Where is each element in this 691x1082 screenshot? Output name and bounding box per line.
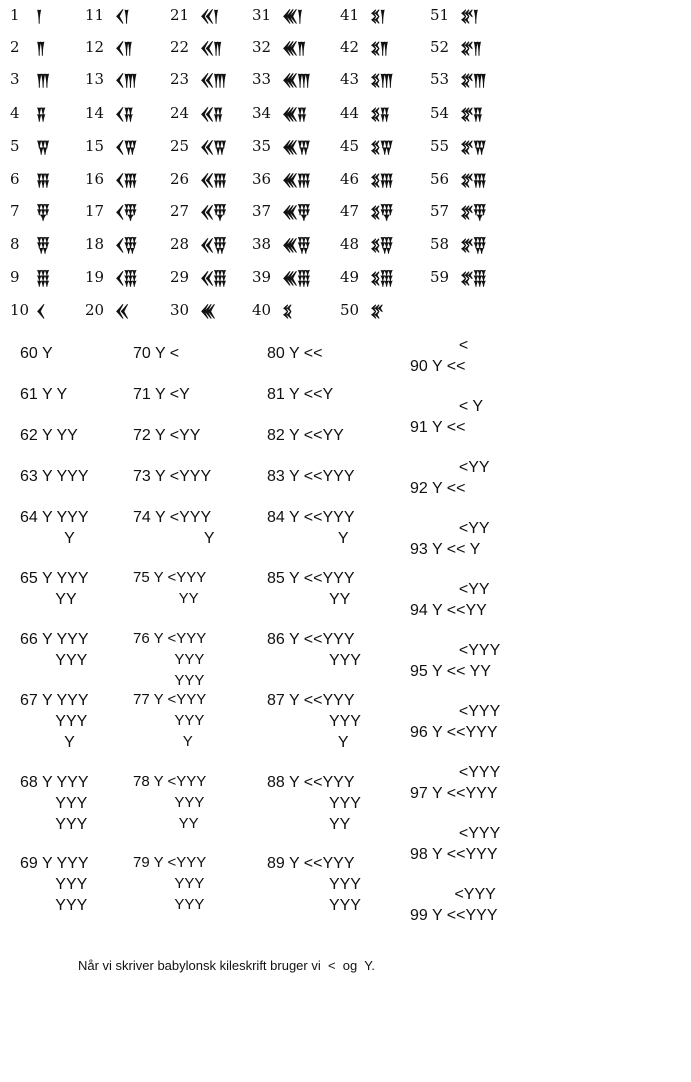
numeral-label: 1 — [10, 6, 20, 24]
text-numeral-line: 61 Y Y — [20, 386, 68, 403]
text-numeral-line: 91 Y << — [410, 419, 466, 436]
text-numeral-line: <YYY — [410, 825, 501, 842]
cuneiform-glyph: 𒌋𒁹 — [115, 6, 129, 26]
cuneiform-glyph: 𒐐𒐈 — [460, 70, 486, 90]
text-numeral-line: 75 Y <YYY — [133, 569, 207, 586]
cuneiform-glyph: 𒌍𒐈 — [282, 70, 310, 90]
cuneiform-glyph: 𒐐 — [370, 301, 383, 321]
text-numeral-cell — [20, 384, 67, 405]
cuneiform-glyph: 𒎙𒐊 — [200, 137, 226, 157]
text-numeral-line: 83 Y <<YYY — [267, 468, 355, 485]
text-numeral-line: YY — [133, 815, 199, 832]
text-numeral-line: 90 Y << — [410, 358, 466, 375]
text-numeral-line: 84 Y <<YYY — [267, 509, 355, 526]
text-numeral-cell — [20, 690, 89, 753]
cuneiform-cell — [170, 297, 215, 323]
text-numeral-cell — [133, 507, 215, 549]
text-numeral-line: Y — [20, 530, 75, 547]
text-numeral-line: 95 Y << YY — [410, 663, 491, 680]
text-numeral-line: YYY — [133, 712, 205, 729]
text-numeral-cell — [133, 343, 179, 364]
text-numeral-line: <YYY — [410, 642, 501, 659]
text-numeral-cell — [267, 507, 354, 549]
cuneiform-cell — [10, 34, 44, 60]
numeral-label: 30 — [170, 301, 190, 319]
cuneiform-glyph: 𒌍𒑆 — [282, 268, 310, 288]
numeral-label: 53 — [430, 70, 450, 88]
cuneiform-glyph: 𒌋𒐈 — [115, 70, 137, 90]
cuneiform-glyph: 𒎙𒑄 — [200, 235, 226, 255]
text-numeral-cell — [267, 425, 344, 446]
cuneiform-glyph: 𒐏𒐉 — [370, 104, 389, 124]
cuneiform-glyph: 𒐐𒑂 — [460, 202, 486, 222]
cuneiform-cell — [252, 198, 310, 224]
footer-note: Når vi skriver babylonsk kileskrift bruger vi < og Y. — [78, 958, 375, 973]
numeral-label: 13 — [85, 70, 105, 88]
cuneiform-glyph: 𒌍𒑄 — [282, 235, 310, 255]
numeral-label: 10 — [10, 301, 30, 319]
text-numeral-line: YYY — [20, 652, 88, 669]
numeral-label: 57 — [430, 202, 450, 220]
cuneiform-cell — [252, 133, 310, 159]
cuneiform-cell — [85, 264, 136, 290]
text-numeral-line: YY — [20, 591, 77, 608]
numeral-label: 55 — [430, 137, 450, 155]
cuneiform-cell — [340, 100, 389, 126]
cuneiform-cell — [430, 2, 478, 28]
cuneiform-glyph: 𒌍𒑂 — [282, 202, 310, 222]
text-numeral-cell — [133, 853, 206, 916]
cuneiform-cell — [430, 100, 482, 126]
text-numeral-line: 64 Y YYY — [20, 509, 89, 526]
numeral-label: 40 — [252, 301, 272, 319]
text-numeral-line: YYY — [20, 795, 88, 812]
numeral-label: 54 — [430, 104, 450, 122]
text-numeral-line: 65 Y YYY — [20, 570, 89, 587]
cuneiform-glyph: 𒌍𒐋 — [282, 170, 310, 190]
text-numeral-line: 87 Y <<YYY — [267, 692, 355, 709]
cuneiform-cell — [10, 166, 49, 192]
text-numeral-cell — [410, 640, 500, 682]
cuneiform-cell — [340, 2, 385, 28]
cuneiform-cell — [252, 166, 310, 192]
cuneiform-glyph: 𒑆 — [36, 268, 49, 288]
text-numeral-cell — [410, 884, 497, 926]
numeral-label: 41 — [340, 6, 360, 24]
numeral-label: 47 — [340, 202, 360, 220]
cuneiform-glyph: 𒌍 — [200, 301, 215, 321]
cuneiform-cell — [170, 264, 226, 290]
text-numeral-cell — [267, 568, 354, 610]
text-numeral-line: YYY — [20, 816, 88, 833]
numeral-label: 23 — [170, 70, 190, 88]
cuneiform-cell — [340, 34, 388, 60]
numeral-label: 46 — [340, 170, 360, 188]
text-numeral-line: 69 Y YYY — [20, 855, 89, 872]
numeral-label: 5 — [10, 137, 20, 155]
text-numeral-line: 74 Y <YYY — [133, 509, 212, 526]
text-numeral-line: 60 Y — [20, 345, 53, 362]
text-numeral-cell — [20, 629, 89, 671]
numeral-label: 32 — [252, 38, 272, 56]
cuneiform-cell — [10, 231, 49, 257]
text-numeral-line: 72 Y <YY — [133, 427, 201, 444]
text-numeral-line: YYY — [20, 897, 88, 914]
cuneiform-cell — [10, 133, 49, 159]
cuneiform-glyph: 𒐏𒑄 — [370, 235, 393, 255]
cuneiform-cell — [340, 198, 392, 224]
cuneiform-glyph: 𒌋𒈫 — [115, 38, 132, 58]
numeral-label: 37 — [252, 202, 272, 220]
text-numeral-line: 66 Y YYY — [20, 631, 89, 648]
text-numeral-line: 88 Y <<YYY — [267, 774, 355, 791]
text-numeral-line: 97 Y <<YYY — [410, 785, 498, 802]
cuneiform-cell — [10, 264, 49, 290]
cuneiform-cell — [170, 198, 226, 224]
cuneiform-glyph: 𒐐𒐋 — [460, 170, 486, 190]
cuneiform-glyph: 𒐐𒑆 — [460, 268, 486, 288]
text-numeral-cell — [133, 384, 190, 405]
text-numeral-cell — [410, 579, 490, 621]
text-numeral-cell — [20, 425, 78, 446]
numeral-label: 24 — [170, 104, 190, 122]
text-numeral-line: 67 Y YYY — [20, 692, 89, 709]
cuneiform-cell — [85, 231, 136, 257]
cuneiform-glyph: 𒌋𒐋 — [115, 170, 137, 190]
cuneiform-cell — [430, 198, 486, 224]
text-numeral-cell — [20, 853, 89, 916]
cuneiform-glyph: 𒁹 — [36, 6, 42, 26]
text-numeral-line: 68 Y YYY — [20, 774, 89, 791]
text-numeral-cell — [133, 629, 206, 692]
text-numeral-line: 82 Y <<YY — [267, 427, 344, 444]
numeral-label: 22 — [170, 38, 190, 56]
cuneiform-cell — [85, 2, 129, 28]
text-numeral-line: <YYY — [410, 886, 496, 903]
cuneiform-cell — [430, 66, 486, 92]
text-numeral-line: YYY — [267, 713, 361, 730]
cuneiform-glyph: 𒎙𒐈 — [200, 70, 226, 90]
numeral-label: 34 — [252, 104, 272, 122]
text-numeral-line: YYY — [133, 794, 205, 811]
text-numeral-cell — [267, 466, 354, 487]
cuneiform-glyph: 𒐏𒐋 — [370, 170, 393, 190]
cuneiform-glyph: 𒌋𒑆 — [115, 268, 137, 288]
text-numeral-line: Y — [133, 530, 215, 547]
cuneiform-cell — [85, 100, 133, 126]
numeral-label: 12 — [85, 38, 105, 56]
numeral-label: 8 — [10, 235, 20, 253]
text-numeral-line: 92 Y << — [410, 480, 466, 497]
cuneiform-cell — [340, 264, 392, 290]
text-numeral-line: 80 Y << — [267, 345, 323, 362]
cuneiform-cell — [430, 231, 486, 257]
text-numeral-line: 96 Y <<YYY — [410, 724, 498, 741]
numeral-label: 6 — [10, 170, 20, 188]
numeral-label: 43 — [340, 70, 360, 88]
cuneiform-glyph: 𒌍𒈫 — [282, 38, 306, 58]
cuneiform-cell — [10, 2, 41, 28]
numeral-label: 52 — [430, 38, 450, 56]
cuneiform-cell — [340, 66, 392, 92]
text-numeral-line: 71 Y <Y — [133, 386, 190, 403]
cuneiform-cell — [252, 66, 310, 92]
text-numeral-line: Y — [267, 530, 349, 547]
text-numeral-cell — [20, 568, 89, 610]
cuneiform-cell — [85, 166, 136, 192]
numeral-label: 17 — [85, 202, 105, 220]
text-numeral-cell — [410, 823, 500, 865]
text-numeral-line: < Y — [410, 398, 484, 415]
cuneiform-glyph: 𒑄 — [36, 235, 49, 255]
cuneiform-cell — [170, 166, 226, 192]
text-numeral-line: YYY — [133, 896, 205, 913]
cuneiform-glyph: 𒐏𒐈 — [370, 70, 393, 90]
cuneiform-cell — [170, 231, 226, 257]
cuneiform-cell — [170, 2, 218, 28]
text-numeral-cell — [20, 466, 89, 487]
cuneiform-cell — [252, 231, 310, 257]
cuneiform-cell — [10, 100, 45, 126]
numeral-label: 18 — [85, 235, 105, 253]
numeral-label: 28 — [170, 235, 190, 253]
text-numeral-cell — [267, 690, 361, 753]
numeral-label: 3 — [10, 70, 20, 88]
numeral-label: 21 — [170, 6, 190, 24]
cuneiform-cell — [170, 100, 222, 126]
numeral-label: 51 — [430, 6, 450, 24]
numeral-label: 9 — [10, 268, 20, 286]
numeral-label: 35 — [252, 137, 272, 155]
cuneiform-glyph: 𒌋 — [36, 301, 45, 321]
cuneiform-glyph: 𒌋𒐊 — [115, 137, 137, 157]
cuneiform-glyph: 𒎙𒑂 — [200, 202, 226, 222]
cuneiform-glyph: 𒑂 — [36, 202, 49, 222]
cuneiform-cell — [340, 231, 392, 257]
text-numeral-line: <YY — [410, 459, 490, 476]
text-numeral-line: <YYY — [410, 764, 501, 781]
cuneiform-cell — [430, 133, 486, 159]
cuneiform-glyph: 𒎙𒁹 — [200, 6, 219, 26]
cuneiform-glyph: 𒌍𒐊 — [282, 137, 310, 157]
text-numeral-cell — [410, 518, 490, 560]
text-numeral-cell — [133, 690, 206, 753]
cuneiform-glyph: 𒌍𒐉 — [282, 104, 306, 124]
text-numeral-cell — [20, 343, 53, 364]
cuneiform-cell — [85, 34, 132, 60]
text-numeral-cell — [267, 853, 361, 916]
text-numeral-line: 93 Y << Y — [410, 541, 481, 558]
text-numeral-line: 86 Y <<YYY — [267, 631, 355, 648]
cuneiform-cell — [85, 297, 128, 323]
numeral-label: 38 — [252, 235, 272, 253]
numeral-label: 4 — [10, 104, 20, 122]
cuneiform-glyph: 𒐏𒁹 — [370, 6, 385, 26]
text-numeral-line: 99 Y <<YYY — [410, 907, 498, 924]
text-numeral-line: YY — [267, 816, 351, 833]
text-numeral-line: 98 Y <<YYY — [410, 846, 498, 863]
text-numeral-line: YYY — [133, 672, 205, 689]
text-numeral-line: 85 Y <<YYY — [267, 570, 355, 587]
text-numeral-cell — [410, 396, 483, 438]
cuneiform-cell — [252, 2, 302, 28]
cuneiform-cell — [340, 133, 392, 159]
numeral-label: 15 — [85, 137, 105, 155]
numeral-label: 27 — [170, 202, 190, 220]
cuneiform-cell — [340, 166, 392, 192]
text-numeral-line: YYY — [20, 713, 88, 730]
cuneiform-glyph: 𒌍𒁹 — [282, 6, 302, 26]
cuneiform-glyph: 𒐐𒑄 — [460, 235, 486, 255]
text-numeral-line: 63 Y YYY — [20, 468, 89, 485]
cuneiform-cell — [252, 100, 306, 126]
cuneiform-glyph: 𒐈 — [36, 70, 49, 90]
numeral-label: 31 — [252, 6, 272, 24]
numeral-label: 48 — [340, 235, 360, 253]
text-numeral-line: YYY — [267, 652, 361, 669]
cuneiform-glyph: 𒎙𒐋 — [200, 170, 226, 190]
numeral-label: 39 — [252, 268, 272, 286]
cuneiform-glyph: 𒐐𒐊 — [460, 137, 486, 157]
cuneiform-cell — [170, 66, 226, 92]
cuneiform-glyph: 𒎙𒐉 — [200, 104, 223, 124]
cuneiform-glyph: 𒐏 — [282, 301, 292, 321]
cuneiform-glyph: 𒌋𒑂 — [115, 202, 137, 222]
cuneiform-glyph: 𒐐𒐉 — [460, 104, 482, 124]
numeral-label: 29 — [170, 268, 190, 286]
text-numeral-line: Y — [267, 734, 349, 751]
numeral-label: 14 — [85, 104, 105, 122]
numeral-label: 25 — [170, 137, 190, 155]
text-numeral-line: YYY — [267, 795, 361, 812]
cuneiform-cell — [85, 198, 136, 224]
text-numeral-line: YYY — [267, 876, 361, 893]
text-numeral-line: 81 Y <<Y — [267, 386, 334, 403]
numeral-label: 33 — [252, 70, 272, 88]
text-numeral-cell — [410, 762, 500, 804]
text-numeral-line: YYY — [133, 651, 205, 668]
text-numeral-cell — [267, 629, 361, 671]
text-numeral-cell — [133, 425, 200, 446]
numeral-label: 20 — [85, 301, 105, 319]
text-numeral-cell — [267, 343, 322, 364]
numeral-label: 42 — [340, 38, 360, 56]
text-numeral-cell — [410, 335, 468, 377]
text-numeral-line: YY — [133, 590, 199, 607]
cuneiform-cell — [430, 166, 486, 192]
text-numeral-line: 94 Y <<YY — [410, 602, 487, 619]
numeral-label: 7 — [10, 202, 20, 220]
text-numeral-line: <YY — [410, 520, 490, 537]
text-numeral-line: Y — [20, 734, 75, 751]
text-numeral-cell — [410, 701, 500, 743]
cuneiform-glyph: 𒐉 — [36, 104, 46, 124]
text-numeral-cell — [20, 772, 89, 835]
numeral-label: 16 — [85, 170, 105, 188]
cuneiform-glyph: 𒎙 — [115, 301, 128, 321]
numeral-label: 11 — [85, 6, 105, 24]
text-numeral-line: <YY — [410, 581, 490, 598]
numeral-label: 50 — [340, 301, 360, 319]
cuneiform-cell — [430, 34, 481, 60]
text-numeral-line: 73 Y <YYY — [133, 468, 212, 485]
cuneiform-glyph: 𒎙𒑆 — [200, 268, 226, 288]
cuneiform-glyph: 𒐐𒁹 — [460, 6, 478, 26]
cuneiform-cell — [170, 133, 226, 159]
numeral-label: 26 — [170, 170, 190, 188]
cuneiform-cell — [85, 133, 136, 159]
text-numeral-line: 62 Y YY — [20, 427, 78, 444]
cuneiform-cell — [430, 264, 486, 290]
numeral-label: 49 — [340, 268, 360, 286]
text-numeral-cell — [133, 772, 206, 835]
text-numeral-line: YYY — [267, 897, 361, 914]
cuneiform-cell — [10, 198, 49, 224]
text-numeral-cell — [133, 466, 211, 487]
text-numeral-cell — [20, 507, 89, 549]
text-numeral-line: 79 Y <YYY — [133, 854, 207, 871]
text-numeral-cell — [410, 457, 490, 499]
cuneiform-cell — [170, 34, 221, 60]
numeral-label: 44 — [340, 104, 360, 122]
numeral-label: 59 — [430, 268, 450, 286]
text-numeral-line: YY — [267, 591, 351, 608]
cuneiform-glyph: 𒐏𒑆 — [370, 268, 393, 288]
cuneiform-glyph: 𒐏𒑂 — [370, 202, 393, 222]
text-numeral-cell — [267, 384, 333, 405]
cuneiform-cell — [10, 297, 44, 323]
cuneiform-glyph: 𒐐𒈫 — [460, 38, 482, 58]
cuneiform-cell — [252, 297, 291, 323]
text-numeral-cell — [133, 568, 206, 610]
text-numeral-line: YYY — [133, 875, 205, 892]
text-numeral-line: 89 Y <<YYY — [267, 855, 355, 872]
numeral-label: 58 — [430, 235, 450, 253]
text-numeral-line: 77 Y <YYY — [133, 691, 207, 708]
text-numeral-line: YYY — [20, 876, 88, 893]
cuneiform-cell — [340, 297, 383, 323]
cuneiform-cell — [252, 34, 305, 60]
cuneiform-glyph: 𒎙𒈫 — [200, 38, 222, 58]
numeral-label: 36 — [252, 170, 272, 188]
cuneiform-glyph: 𒐏𒐊 — [370, 137, 393, 157]
cuneiform-glyph: 𒈫 — [36, 38, 45, 58]
text-numeral-line: 78 Y <YYY — [133, 773, 207, 790]
numeral-label: 45 — [340, 137, 360, 155]
cuneiform-glyph: 𒐊 — [36, 137, 49, 157]
text-numeral-line: 70 Y < — [133, 345, 180, 362]
cuneiform-cell — [10, 66, 49, 92]
cuneiform-cell — [252, 264, 310, 290]
text-numeral-line: <YYY — [410, 703, 501, 720]
cuneiform-cell — [85, 66, 136, 92]
cuneiform-glyph: 𒌋𒑄 — [115, 235, 137, 255]
text-numeral-line: < — [410, 337, 469, 354]
numeral-label: 2 — [10, 38, 20, 56]
text-numeral-cell — [267, 772, 361, 835]
text-numeral-line: 76 Y <YYY — [133, 630, 207, 647]
numeral-label: 19 — [85, 268, 105, 286]
cuneiform-glyph: 𒌋𒐉 — [115, 104, 133, 124]
cuneiform-glyph: 𒐋 — [36, 170, 49, 190]
cuneiform-glyph: 𒐏𒈫 — [370, 38, 388, 58]
text-numeral-line: Y — [133, 733, 193, 750]
numeral-label: 56 — [430, 170, 450, 188]
